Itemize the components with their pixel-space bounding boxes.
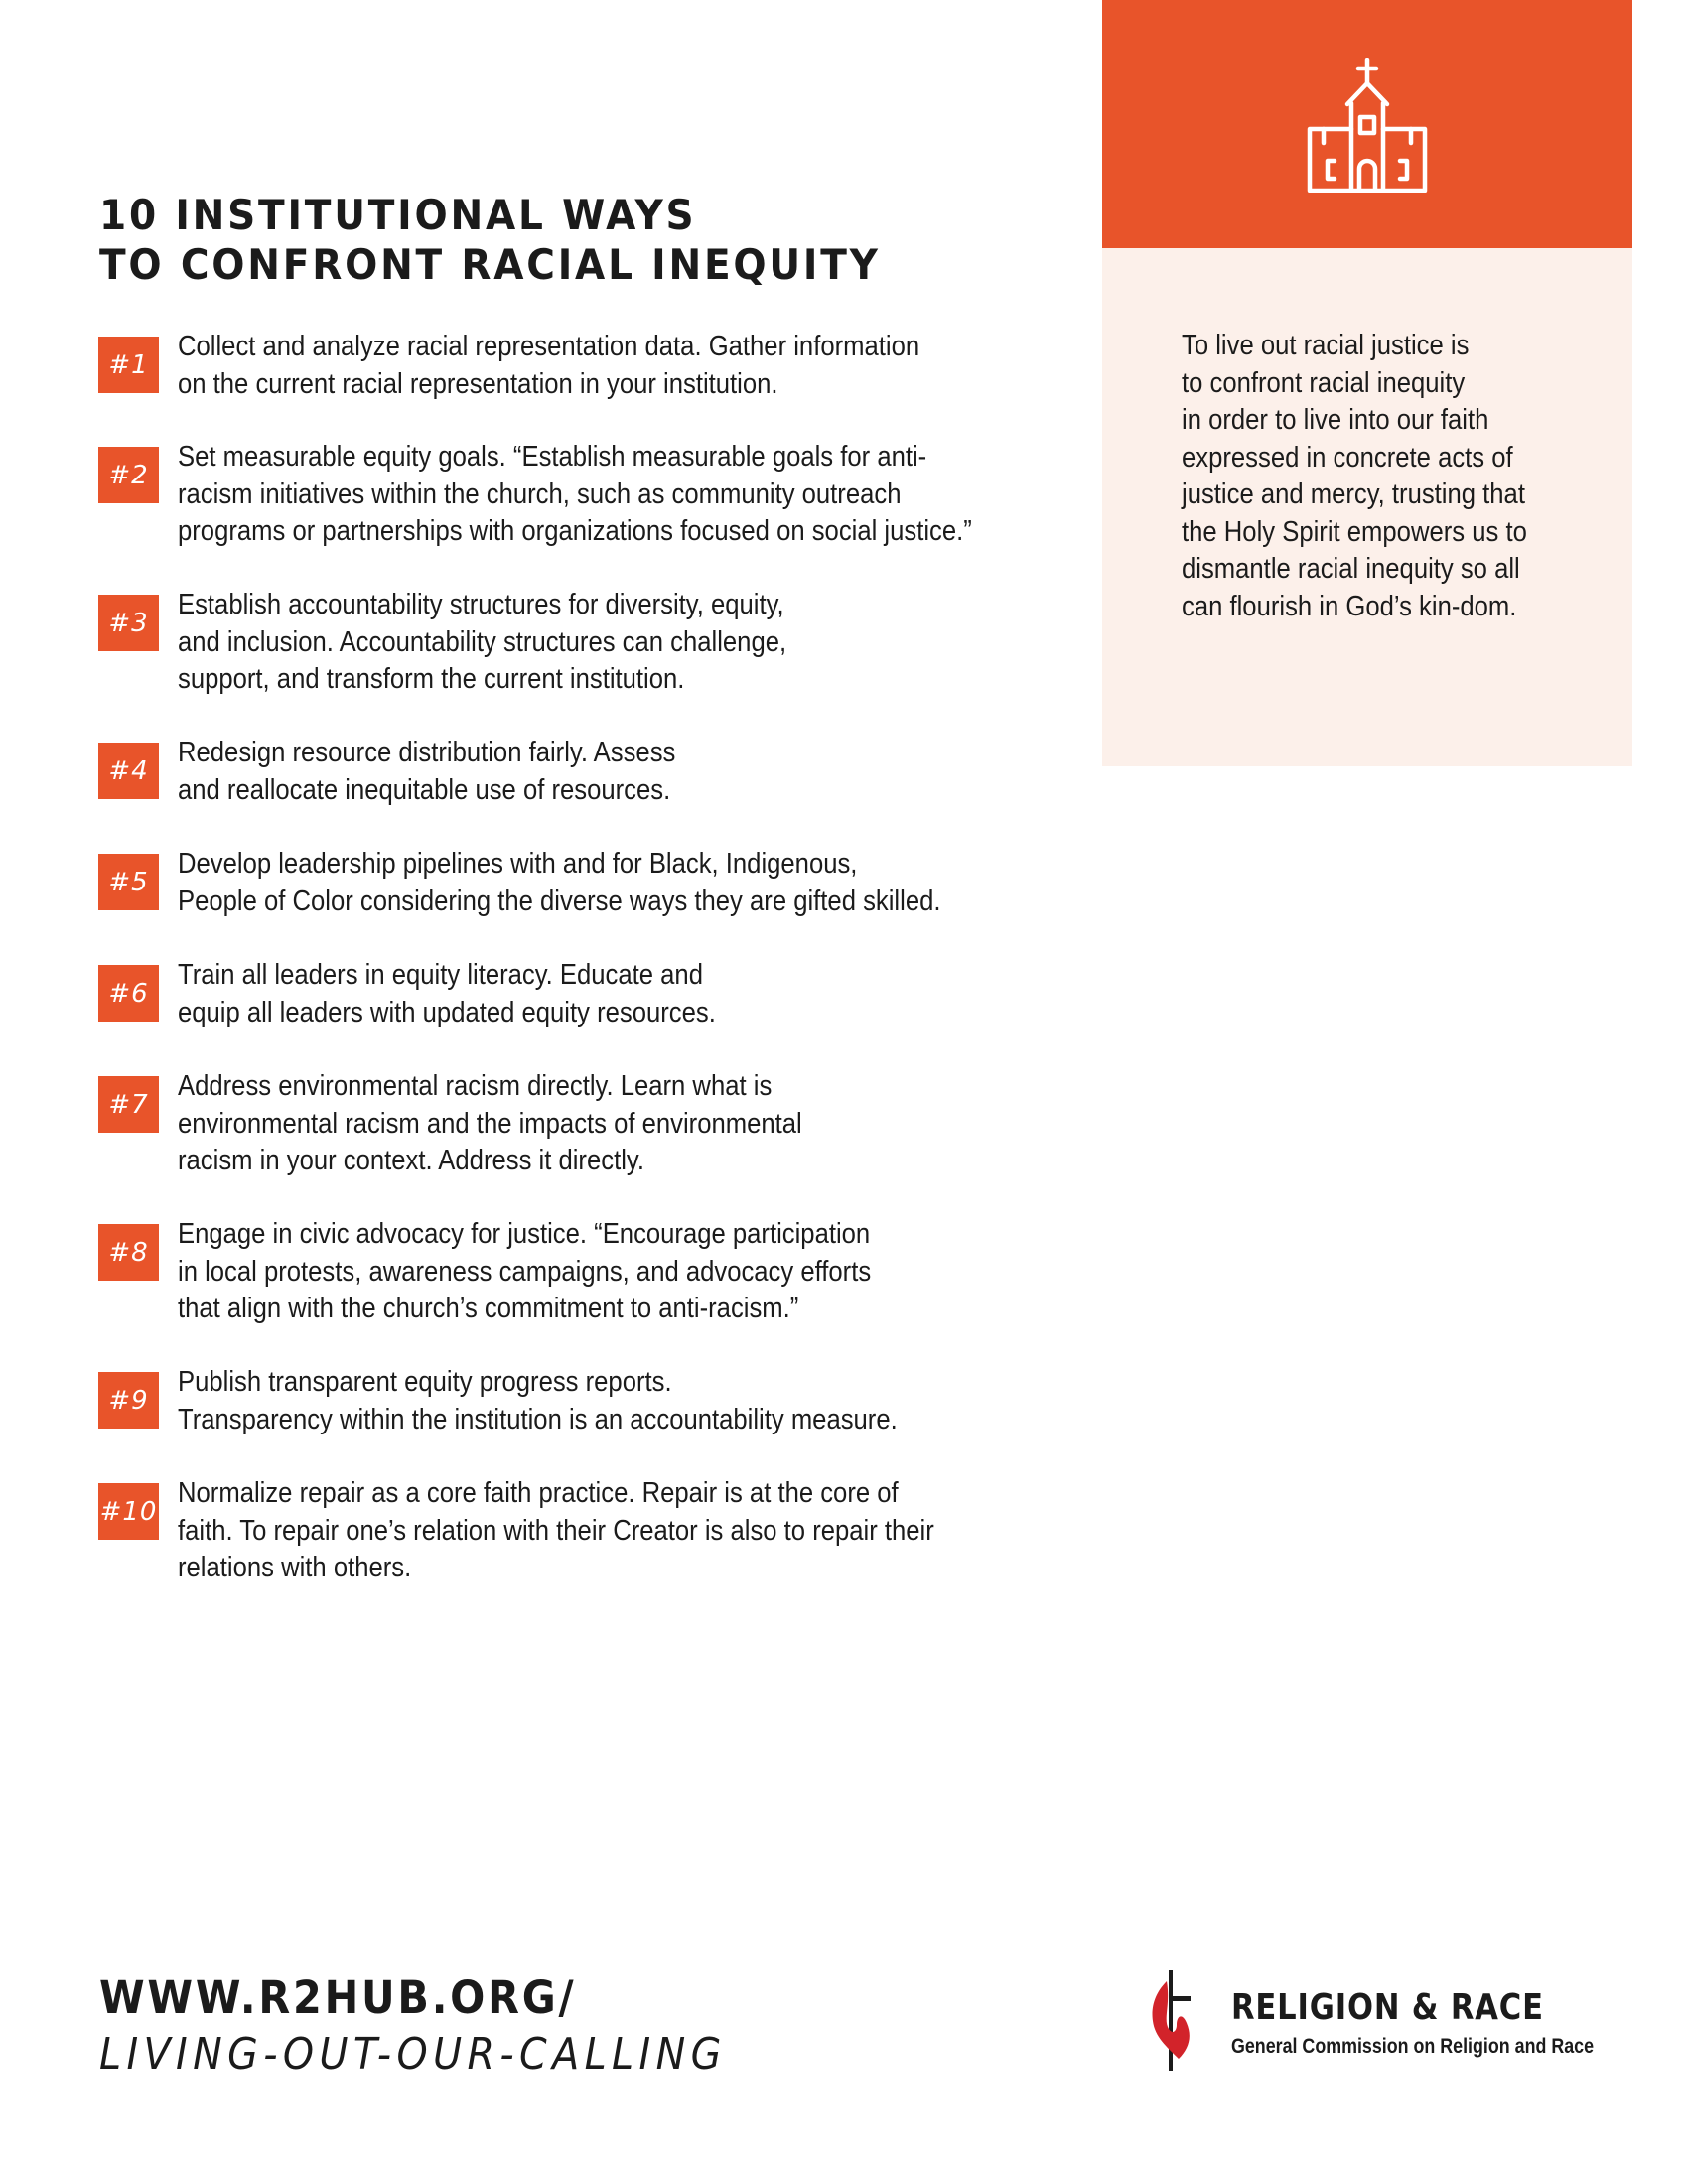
quote-line: in order to live into our faith <box>1182 404 1489 436</box>
item-line: that align with the church’s commitment to anti-racism.” <box>178 1293 799 1324</box>
item-line: Collect and analyze racial representation data. Gather information <box>178 331 920 362</box>
item-number-badge: #8 <box>98 1224 159 1281</box>
item-line: Redesign resource distribution fairly. Assess <box>178 737 676 768</box>
item-line: faith. To repair one’s relation with their Creator is also to repair their <box>178 1514 934 1547</box>
item-line: Set measurable equity goals. “Establish measurable goals for anti- <box>178 441 927 473</box>
item-line: support, and transform the current institution. <box>178 663 685 695</box>
item-line: Engage in civic advocacy for justice. “Encourage participation <box>178 1218 871 1250</box>
item-number-badge: #5 <box>98 854 159 910</box>
item-number-badge: #3 <box>98 595 159 651</box>
item-number-badge: #4 <box>98 743 159 799</box>
item-line: equip all leaders with updated equity resources. <box>178 996 716 1028</box>
item-text <box>178 957 964 1031</box>
item-line: Address environmental racism directly. Learn what is <box>178 1070 773 1102</box>
item-line: and reallocate inequitable use of resources. <box>178 773 671 806</box>
website-url[interactable]: WWW.R2HUB.ORG/ <box>99 1972 577 2024</box>
item-text <box>178 1068 964 1180</box>
item-number-badge: #10 <box>98 1483 159 1540</box>
logo-subtitle: General Commission on Religion and Race <box>1231 2035 1595 2058</box>
item-number-badge: #1 <box>98 337 159 393</box>
item-number-badge: #7 <box>98 1076 159 1133</box>
item-line: Train all leaders in equity literacy. Educate and <box>178 959 703 991</box>
quote-line: To live out racial justice is <box>1182 330 1470 361</box>
item-line: Normalize repair as a core faith practice. Repair is at the core of <box>178 1477 899 1509</box>
item-line: on the current racial representation in your institution. <box>178 367 778 400</box>
item-line: Establish accountability structures for diversity, equity, <box>178 589 784 620</box>
cross-and-flame-icon <box>1147 1966 1196 2075</box>
quote-line: expressed in concrete acts of <box>1182 441 1513 474</box>
quote-line: justice and mercy, trusting that <box>1182 478 1525 510</box>
item-line: relations with others. <box>178 1552 412 1583</box>
quote-line: can flourish in God’s kin-dom. <box>1182 590 1517 622</box>
quote-line: the Holy Spirit empowers us to <box>1182 515 1527 548</box>
item-line: environmental racism and the impacts of environmental <box>178 1107 802 1140</box>
item-line: programs or partnerships with organizations focused on social justice.” <box>178 515 972 547</box>
item-line: and inclusion. Accountability structures can challenge, <box>178 625 787 658</box>
faith-statement <box>1182 328 1566 625</box>
quote-line: dismantle racial inequity so all <box>1182 553 1520 585</box>
page-title <box>99 191 1023 290</box>
website-url-path[interactable]: LIVING-OUT-OUR-CALLING <box>99 2029 727 2080</box>
page-title-line-1: 10 INSTITUTIONAL WAYS <box>99 191 697 239</box>
item-line: in local protests, awareness campaigns, and advocacy efforts <box>178 1255 872 1288</box>
item-line: Publish transparent equity progress reports. <box>178 1366 672 1398</box>
item-text <box>178 329 964 403</box>
item-text <box>178 1216 964 1328</box>
item-text <box>178 439 972 551</box>
item-line: People of Color considering the diverse ways they are gifted skilled. <box>178 885 941 917</box>
item-line: Develop leadership pipelines with and for Black, Indigenous, <box>178 848 858 880</box>
organization-logo <box>1147 1966 1623 2075</box>
quote-line: to confront racial inequity <box>1182 366 1466 399</box>
item-text <box>178 587 964 699</box>
item-number-badge: #2 <box>98 447 159 503</box>
logo-name: RELIGION & RACE <box>1231 1987 1544 2028</box>
item-number-badge: #9 <box>98 1372 159 1429</box>
item-text <box>178 1364 964 1438</box>
page-title-line-2: TO CONFRONT RACIAL INEQUITY <box>99 240 881 289</box>
item-line: Transparency within the institution is an accountability measure. <box>178 1403 898 1435</box>
item-text <box>178 735 964 809</box>
item-number-badge: #6 <box>98 965 159 1022</box>
church-icon <box>1306 58 1429 193</box>
item-text <box>178 846 964 920</box>
item-text <box>178 1475 964 1587</box>
sidebar-quote-box <box>1102 248 1632 766</box>
sidebar-header <box>1102 0 1632 248</box>
item-line: racism in your context. Address it directly. <box>178 1145 644 1176</box>
item-line: racism initiatives within the church, such as community outreach <box>178 478 902 510</box>
